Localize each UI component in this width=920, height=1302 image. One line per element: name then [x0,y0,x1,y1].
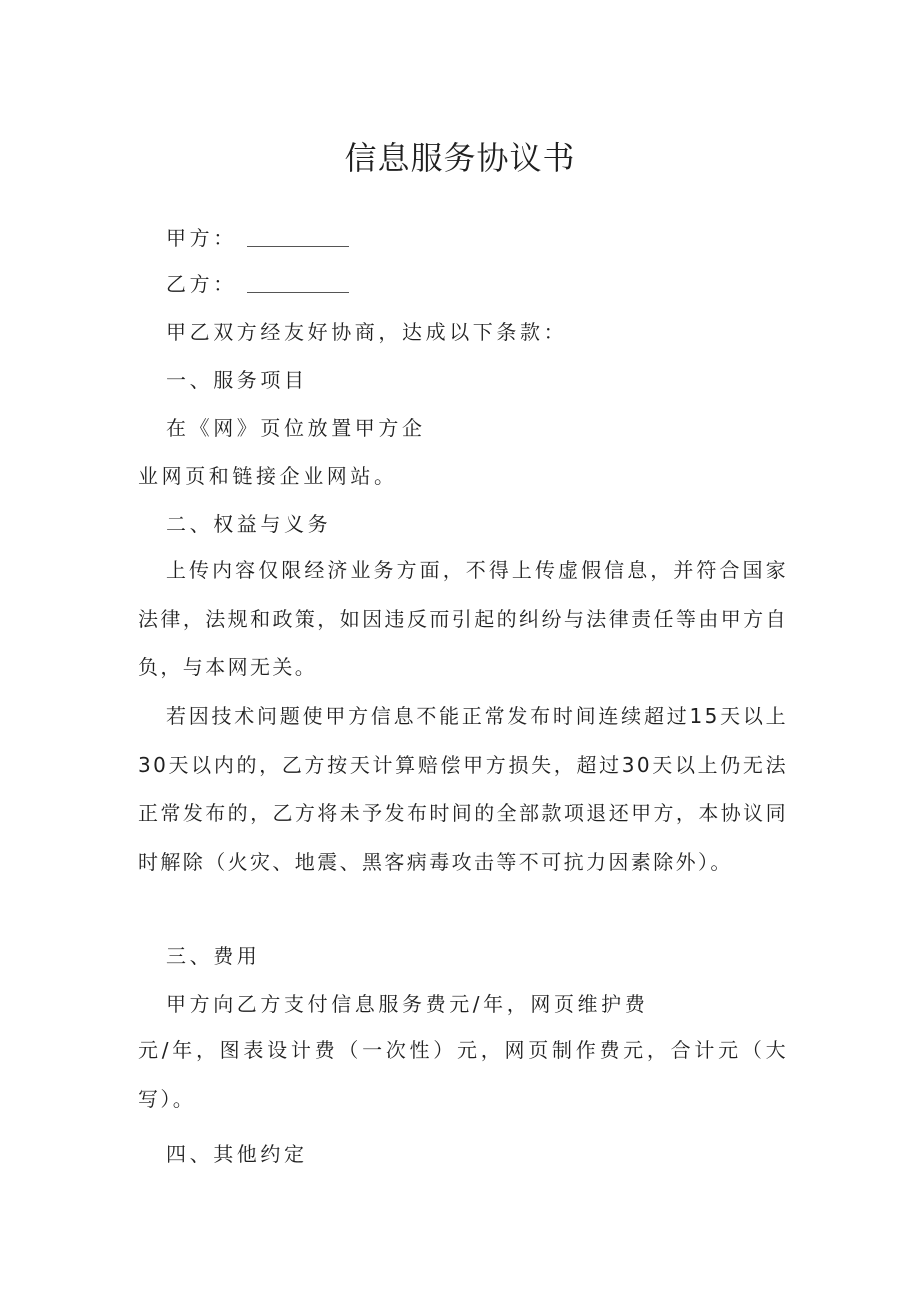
party-a-blank [247,226,349,247]
section3-text-line1: 甲方向乙方支付信息服务费元/年，网页维护费 [166,992,649,1016]
section3-heading: 三、费用 [166,944,261,968]
intro-text: 甲乙双方经友好协商，达成以下条款： [166,320,568,344]
party-a-line [166,224,349,252]
section2-paragraph2: 若因技术问题使甲方信息不能正常发布时间连续超过15天以上30天以内的，乙方按天计算赔偿甲方损失，超过30天以上仍无法正常发布的，乙方将未予发布时间的全部款项退还甲方，本协议同时解除（火灾、地震、黑客病毒攻击等不可抗力因素除外）。 [138,704,788,874]
section4-heading: 四、其他约定 [166,1142,308,1166]
section2-heading: 二、权益与义务 [166,512,332,536]
section1-text-line2: 业网页和链接企业网站。 [138,464,398,488]
party-b-line [166,270,349,298]
document-title: 信息服务协议书 [344,139,576,177]
party-b-blank [247,272,349,293]
party-b-label: 乙方： [166,272,237,296]
section2-paragraph1: 上传内容仅限经济业务方面，不得上传虚假信息，并符合国家法律，法规和政策，如因违反而引起的纠纷与法律责任等由甲方自负，与本网无关。 [138,558,788,679]
party-a-label: 甲方： [166,226,237,250]
section1-text-line1: 在《网》页位放置甲方企 [166,416,426,440]
section1-heading: 一、服务项目 [166,368,308,392]
section3-paragraph: 元/年，图表设计费（一次性）元，网页制作费元，合计元（大写）。 [138,1038,788,1111]
